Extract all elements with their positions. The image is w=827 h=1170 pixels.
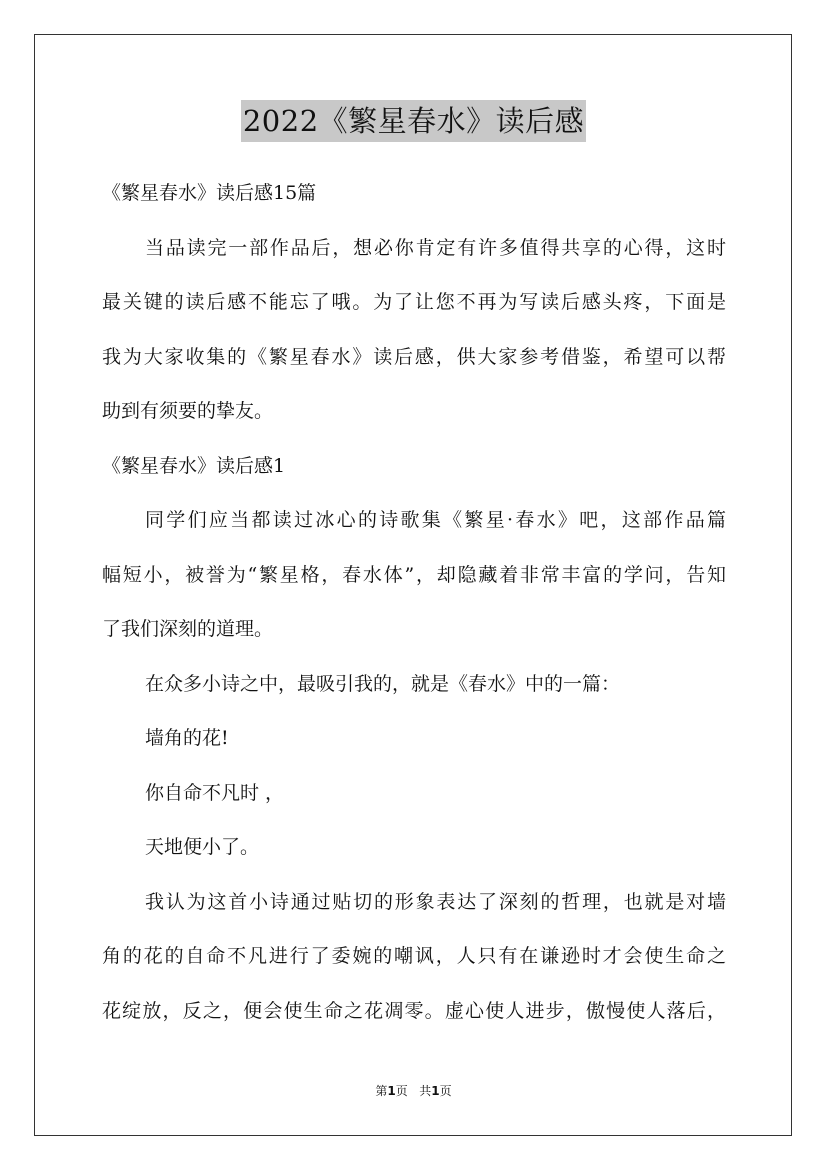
footer-total-suffix: 页 <box>439 1084 452 1098</box>
paragraph-line: 当品读完一部作品后，想必你肯定有许多值得共享的心得，这时 <box>145 237 726 259</box>
paragraph-line: 助到有须要的挚友。 <box>102 400 274 422</box>
document-title: 2022《繁星春水》读后感 <box>241 100 586 142</box>
paragraph-line: 最关键的读后感不能忘了哦。为了让您不再为写读后感头疼，下面是 <box>102 291 726 313</box>
poem-line: 你自命不凡时 ， <box>145 782 285 804</box>
paragraph-line: 同学们应当都读过冰心的诗歌集《繁星·春水》吧，这部作品篇 <box>145 509 726 531</box>
paragraph-line: 花绽放，反之，便会使生命之花凋零。虚心使人进步，傲慢使人落后， <box>102 1000 726 1022</box>
subtitle-line: 《繁星春水》读后感15篇 <box>102 182 317 204</box>
footer-total-prefix: 共 <box>419 1084 432 1098</box>
paragraph-line: 角的花的自命不凡进行了委婉的嘲讽，人只有在谦逊时才会使生命之 <box>102 945 726 967</box>
paragraph-line: 在众多小诗之中，最吸引我的，就是《春水》中的一篇： <box>145 673 621 695</box>
section-heading: 《繁星春水》读后感1 <box>102 455 286 477</box>
footer-page-number: 1 <box>387 1084 396 1098</box>
page-footer <box>0 1083 827 1099</box>
paragraph-line: 了我们深刻的道理。 <box>102 618 274 640</box>
paragraph-line: 我为大家收集的《繁星春水》读后感，供大家参考借鉴，希望可以帮 <box>102 346 726 368</box>
paragraph-line: 我认为这首小诗通过贴切的形象表达了深刻的哲理，也就是对墙 <box>145 891 726 913</box>
title-container <box>0 100 827 142</box>
poem-line: 墙角的花! <box>145 727 229 749</box>
paragraph-line: 幅短小，被誉为“繁星格，春水体”，却隐藏着非常丰富的学问，告知 <box>102 564 726 586</box>
poem-line: 天地便小了。 <box>145 836 260 858</box>
footer-total-number: 1 <box>431 1084 440 1098</box>
footer-page-suffix: 页 <box>395 1084 408 1098</box>
footer-page-prefix: 第 <box>375 1084 388 1098</box>
